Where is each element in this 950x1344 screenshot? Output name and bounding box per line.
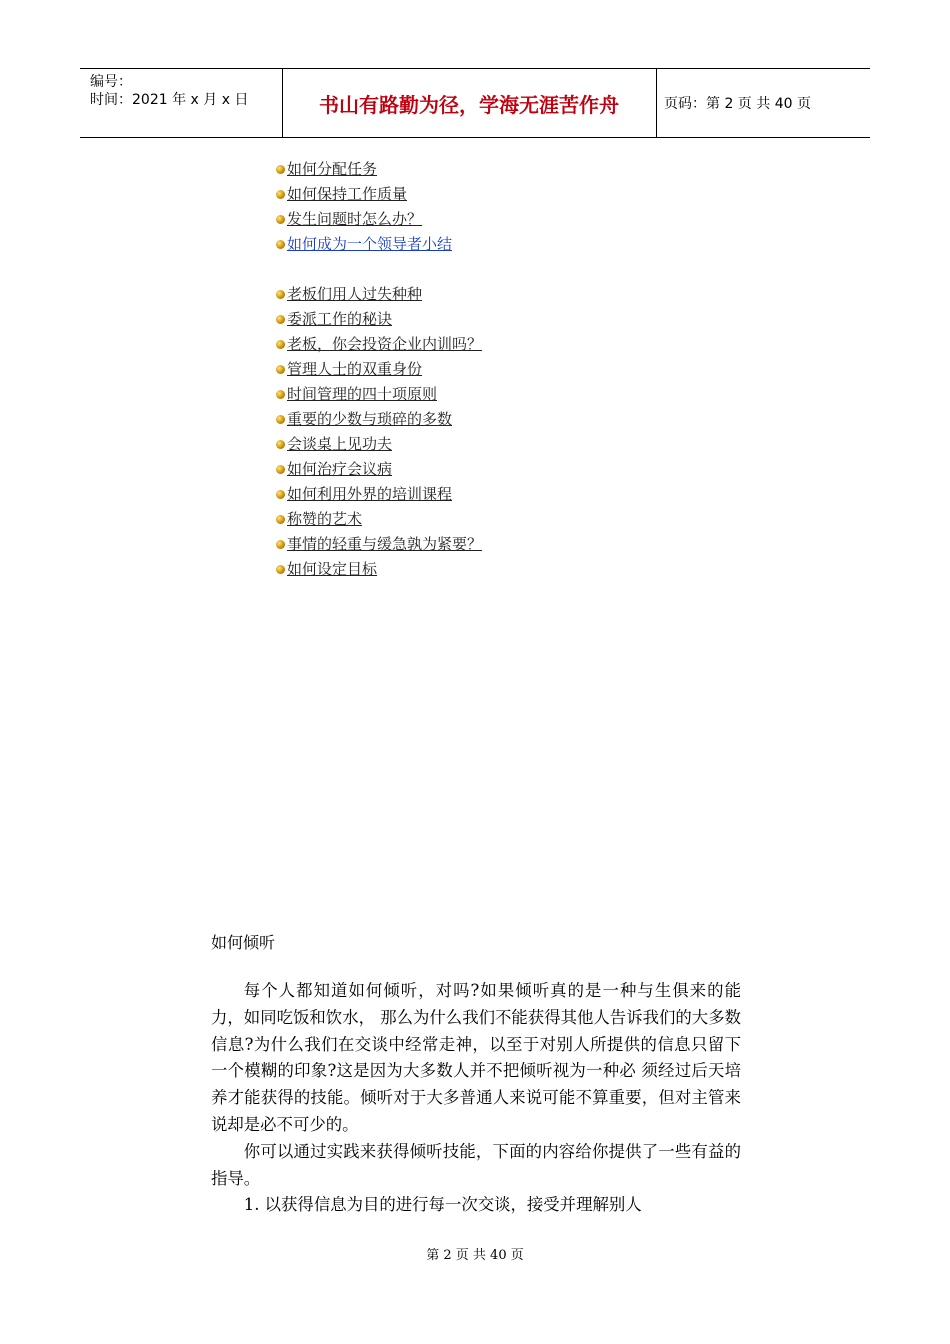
article-heading: 如何倾听	[211, 933, 276, 952]
list-item	[276, 207, 482, 232]
article-body	[211, 978, 741, 1219]
bullet-icon	[276, 190, 285, 199]
bullet-icon	[276, 515, 285, 524]
bullet-icon	[276, 390, 285, 399]
bullet-icon	[276, 440, 285, 449]
list-item	[276, 157, 482, 182]
bullet-icon	[276, 165, 285, 174]
list-item	[276, 282, 482, 307]
article-link[interactable]: 重要的少数与琐碎的多数	[287, 410, 453, 428]
article-link[interactable]: 如何分配任务	[287, 160, 378, 178]
bullet-icon	[276, 490, 285, 499]
list-item	[276, 557, 482, 582]
bullet-icon	[276, 340, 285, 349]
article-link[interactable]: 称赞的艺术	[287, 510, 363, 528]
list-item	[276, 432, 482, 457]
list-item	[276, 482, 482, 507]
header-motto: 书山有路勤为径，学海无涯苦作舟	[319, 92, 619, 117]
article-link[interactable]: 发生问题时怎么办？	[287, 210, 423, 228]
bullet-icon	[276, 290, 285, 299]
article-link[interactable]: 如何治疗会议病	[287, 460, 393, 478]
header-meta	[90, 73, 248, 109]
article-paragraph: 每个人都知道如何倾听，对吗?如果倾听真的是一种与生俱来的能力，如同吃饭和饮水， 那么为什么我们不能获得其他人告诉我们的大多数信息?为什么我们在交谈中经常走神，以至于对别人所提供的信息只留下一个模糊的印象?这是因为大多数人并不把倾听视为一种必 须经过后天培养才能获得的技能。倾听对于大多普通人来说可能不算重要，但对主管来说却是必不可少的。	[211, 981, 741, 1134]
bullet-icon	[276, 565, 285, 574]
list-item	[276, 182, 482, 207]
article-link[interactable]: 老板们用人过失种种	[287, 285, 423, 303]
bullet-icon	[276, 415, 285, 424]
bullet-icon	[276, 465, 285, 474]
list-item	[276, 457, 482, 482]
list-item	[276, 357, 482, 382]
bullet-icon	[276, 215, 285, 224]
article-link[interactable]: 老板，你会投资企业内训吗？	[287, 335, 483, 353]
header-divider	[656, 69, 657, 137]
article-link[interactable]: 会谈桌上见功夫	[287, 435, 393, 453]
article-link[interactable]: 如何保持工作质量	[287, 185, 408, 203]
list-spacer	[276, 257, 482, 282]
bullet-icon	[276, 315, 285, 324]
list-item	[276, 332, 482, 357]
list-item	[276, 507, 482, 532]
article-link[interactable]: 管理人士的双重身份	[287, 360, 423, 378]
article-link[interactable]: 如何成为一个领导者小结	[287, 235, 453, 253]
article-link[interactable]: 事情的轻重与缓急孰为紧要？	[287, 535, 483, 553]
bullet-icon	[276, 240, 285, 249]
article-paragraph: 1. 以获得信息为目的进行每一次交谈，接受并理解别人	[243, 1195, 642, 1215]
date-label: 时间：2021 年 x 月 x 日	[90, 92, 249, 108]
header-page-info: 页码：第 2 页 共 40 页	[664, 96, 811, 112]
list-item	[276, 232, 482, 257]
page-footer: 第 2 页 共 40 页	[426, 1248, 524, 1263]
list-item	[276, 407, 482, 432]
number-label: 编号：	[90, 74, 132, 90]
article-link[interactable]: 如何利用外界的培训课程	[287, 485, 453, 503]
article-link[interactable]: 时间管理的四十项原则	[287, 385, 438, 403]
article-paragraph: 你可以通过实践来获得倾听技能，下面的内容给你提供了一些有益的指导。	[211, 1141, 741, 1188]
article-link[interactable]: 如何设定目标	[287, 560, 378, 578]
bullet-icon	[276, 365, 285, 374]
bullet-icon	[276, 540, 285, 549]
article-link[interactable]: 委派工作的秘诀	[287, 310, 393, 328]
list-item	[276, 532, 482, 557]
article-link-list	[276, 157, 482, 582]
page-header	[80, 68, 870, 138]
list-item	[276, 382, 482, 407]
list-item	[276, 307, 482, 332]
